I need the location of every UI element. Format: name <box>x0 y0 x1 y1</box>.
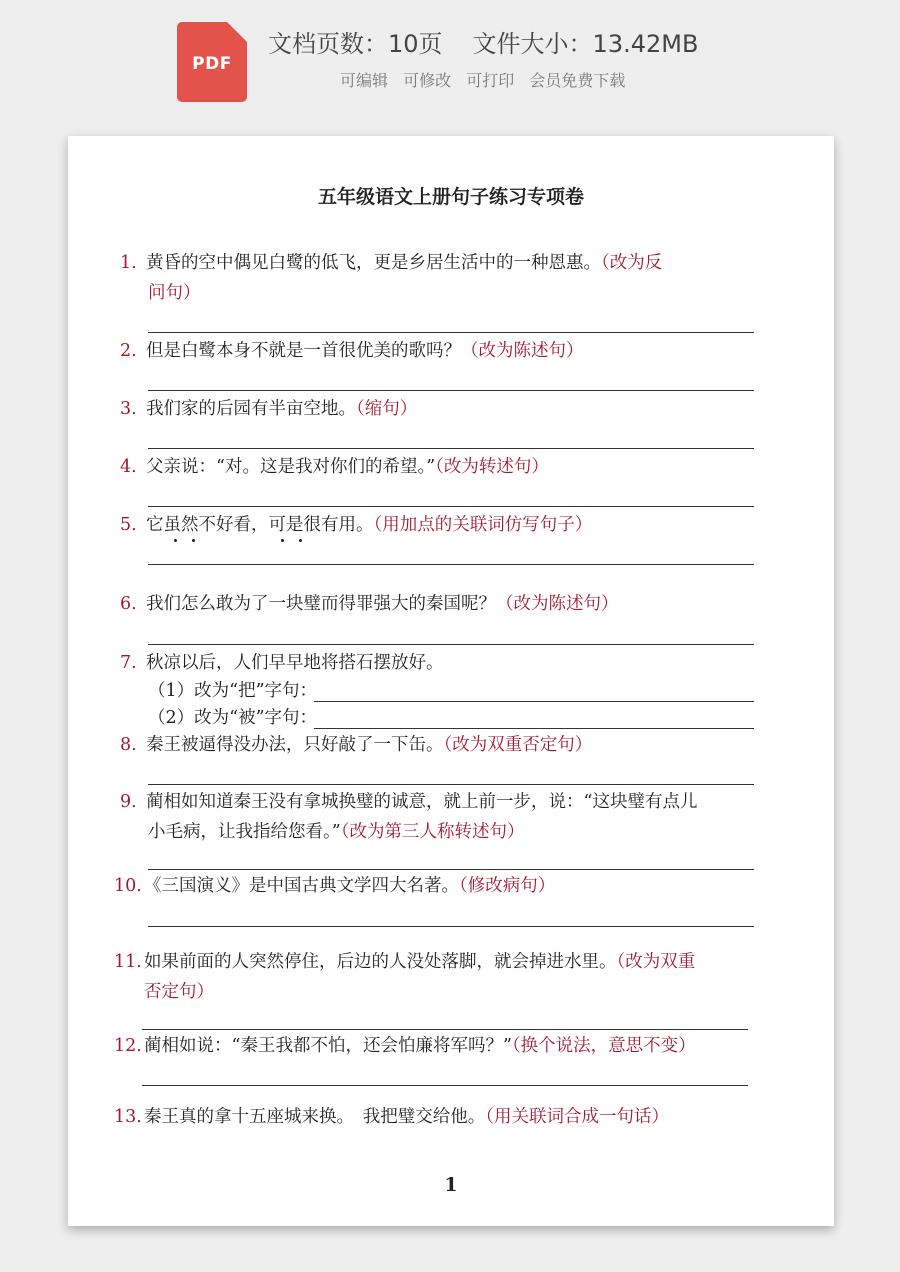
page-number: 1 <box>444 1174 458 1196</box>
question-instruction: （用关联词合成一句话） <box>485 1107 669 1127</box>
question-number: 3. <box>120 399 137 419</box>
pdf-badge-label: PDF <box>192 54 232 74</box>
question-text: 它虽然不好看，可是很有用。 <box>146 515 374 535</box>
question-number: 9. <box>120 792 137 812</box>
question-instruction: （用加点的关联词仿写句子） <box>373 515 593 535</box>
answer-line-6[interactable] <box>148 644 754 645</box>
page-count: 文档页数：10页 <box>268 30 443 58</box>
question-text: 秦王真的拿十五座城来换。 我把璧交给他。 <box>144 1107 486 1127</box>
answer-line-10[interactable] <box>148 926 754 927</box>
question-text: 我们怎么敢为了一块璧而得罪强大的秦国呢？ <box>146 594 496 614</box>
question-text: 秦王被逼得没办法，只好敲了一下缶。 <box>146 735 444 755</box>
question-text: 父亲说：“对。这是我对你们的希望。” <box>146 457 436 477</box>
question-9 <box>120 787 760 847</box>
answer-line-7-1[interactable] <box>314 701 754 702</box>
question-7 <box>120 648 760 678</box>
question-text-cont: 小毛病，让我指给您看。”（改为第三人称转述句） <box>148 822 525 842</box>
answer-line-4[interactable] <box>148 506 754 507</box>
question-number: 7. <box>120 653 137 673</box>
answer-line-2[interactable] <box>148 390 754 391</box>
question-instruction-cont: 否定句） <box>144 982 214 1002</box>
tag-printable: 可打印 <box>466 71 515 90</box>
feature-tags <box>340 68 635 91</box>
question-number: 8. <box>120 735 137 755</box>
file-meta-line <box>268 24 698 59</box>
question-number: 13. <box>114 1107 142 1127</box>
question-5 <box>120 510 760 540</box>
document-title: 五年级语文上册句子练习专项卷 <box>317 186 584 208</box>
question-number: 10. <box>114 876 142 896</box>
question-text: 秋凉以后，人们早早地将搭石摆放好。 <box>146 653 444 673</box>
emphasis-dot <box>299 539 302 542</box>
question-7-part-1: （1）改为“把”字句： <box>148 681 318 701</box>
tag-member-download: 会员免费下载 <box>529 71 626 90</box>
answer-line-8[interactable] <box>148 784 754 785</box>
answer-line-1[interactable] <box>148 332 754 333</box>
tag-editable: 可编辑 <box>340 71 389 90</box>
answer-line-12[interactable] <box>142 1085 748 1086</box>
question-instruction: （改为双重否定句） <box>443 735 593 755</box>
question-text: 蔺相如说：“秦王我都不怕，还会怕廉将军吗？” <box>144 1036 512 1056</box>
question-12 <box>114 1031 754 1061</box>
question-3 <box>120 394 760 424</box>
answer-line-9[interactable] <box>148 869 754 870</box>
question-instruction: （改为双重 <box>616 952 696 972</box>
file-size: 文件大小：13.42MB <box>472 30 699 58</box>
document-page <box>68 136 834 1226</box>
question-instruction: （修改病句） <box>459 876 556 896</box>
question-instruction: （改为转述句） <box>435 457 549 477</box>
question-text: 蔺相如知道秦王没有拿城换璧的诚意，就上前一步，说：“这块璧有点儿 <box>146 792 698 812</box>
question-8 <box>120 730 760 760</box>
question-13 <box>114 1102 754 1132</box>
emphasis-dot <box>192 539 195 542</box>
question-number: 6. <box>120 594 137 614</box>
tag-modifiable: 可修改 <box>403 71 452 90</box>
question-2 <box>120 336 760 366</box>
question-6 <box>120 589 760 619</box>
question-number: 5. <box>120 515 137 535</box>
question-instruction: （换个说法，意思不变） <box>511 1036 696 1056</box>
emphasis-dot <box>174 539 177 542</box>
question-10 <box>114 871 754 901</box>
question-text: 如果前面的人突然停住，后边的人没处落脚，就会掉进水里。 <box>144 952 617 972</box>
question-text: 但是白鹭本身不就是一首很优美的歌吗？ <box>146 341 461 361</box>
question-number: 11. <box>114 952 142 972</box>
pdf-file-icon <box>177 22 247 102</box>
question-text: 黄昏的空中偶见白鹭的低飞，更是乡居生活中的一种恩惠。 <box>146 253 601 273</box>
answer-line-5[interactable] <box>148 564 754 565</box>
question-number: 12. <box>114 1036 142 1056</box>
question-1 <box>120 248 760 308</box>
question-instruction: （改为陈述句） <box>496 594 619 614</box>
question-number: 1. <box>120 253 137 273</box>
question-number: 4. <box>120 457 137 477</box>
answer-line-7-2[interactable] <box>314 728 754 729</box>
question-text: 《三国演义》是中国古典文学四大名著。 <box>144 876 459 896</box>
question-4 <box>120 452 760 482</box>
question-11 <box>114 947 754 1007</box>
question-7-part-2: （2）改为“被”字句： <box>148 708 318 728</box>
answer-line-11[interactable] <box>142 1029 748 1030</box>
emphasis-dot <box>281 539 284 542</box>
question-text: 我们家的后园有半亩空地。 <box>146 399 356 419</box>
question-number: 2. <box>120 341 137 361</box>
question-instruction: （改为第三人称转述句） <box>340 822 525 842</box>
question-instruction: （改为反 <box>601 253 663 273</box>
answer-line-3[interactable] <box>148 448 754 449</box>
question-instruction: （改为陈述句） <box>461 341 584 361</box>
question-instruction: （缩句） <box>356 399 418 419</box>
question-instruction-cont: 问句） <box>148 283 201 303</box>
